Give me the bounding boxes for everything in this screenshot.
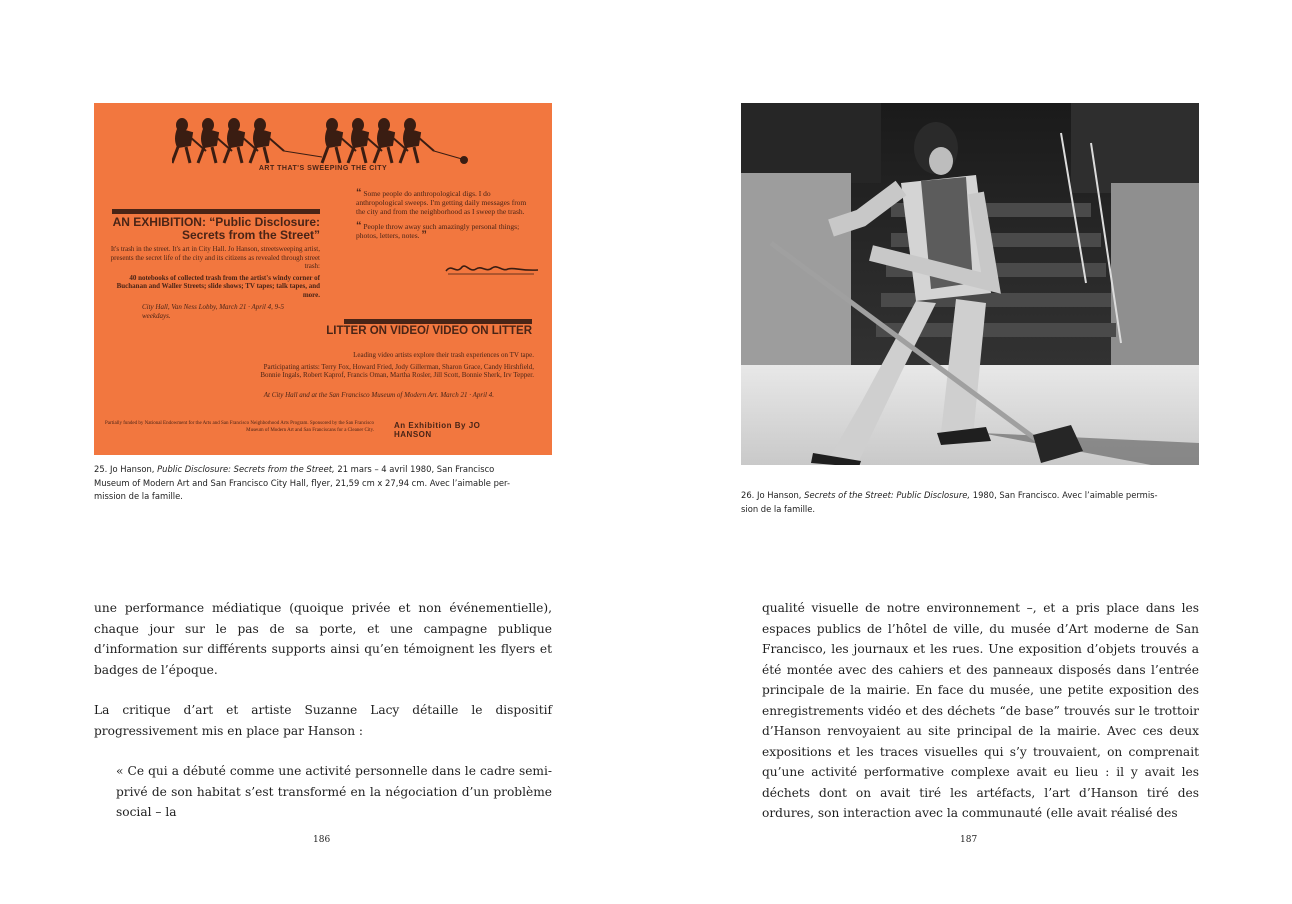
exhibition-body — [108, 245, 320, 302]
caption-details: 21 mars – 4 avril 1980, San Francisco — [337, 464, 495, 474]
divider-bar — [344, 319, 532, 324]
left-body-text — [94, 598, 552, 823]
paragraph: une performance médiatique (quoique privée et non événementielle), chaque jour sur le pas de sa porte, et une campagne publique d’information sur différents supports ainsi qu’en témoignent les flyers et badges de l’époque. — [94, 601, 552, 677]
caption-author: Jo Hanson, — [110, 464, 155, 474]
caption-details: Museum of Modern Art and San Francisco City Hall, flyer, 21,59 cm x 27,94 cm. Avec l’aimable per- — [94, 477, 510, 488]
figure-25-caption — [94, 463, 554, 504]
caption-details: sion de la famille. — [741, 503, 816, 514]
flyer-byline: An Exhibition By JO HANSON — [394, 421, 481, 439]
caption-author: Jo Hanson, — [757, 490, 802, 500]
block-quote: « Ce qui a débuté comme une activité personnelle dans le cadre semi-privé de son habitat s’est transformé en la négociation d’un problème social – la — [116, 764, 552, 819]
paragraph: qualité visuelle de notre environnement –, et a pris place dans les espaces publics de l’hôtel de ville, du musée d’Art moderne de San Francisco, les journaux et les rues. Une exposition d’objets trouvés a été montée avec des cahiers et des panneaux disposés dans l’entrée principale de la mairie. En face du musée, une petite exposition des enregistrements vidéo et des déchets “de base” trouvés sur le trottoir d’Hanson renvoyaient au site principal de la mairie. Avec ces deux expositions et les traces visuelles qui s’y trouvaient, on comprenait qu’une activité performative complexe avait eu lieu : il y avait les déchets dont on avait tiré les artéfacts, l’art d’Hanson tiré des ordures, son interaction avec la communauté (elle avait réalisé des — [762, 601, 1199, 820]
exhibition-detail: 40 notebooks of collected trash from the artist's windy corner of Buchanan and Waller Streets; slide shows; TV tapes; talk tapes, and more. — [116, 273, 320, 299]
flyer-quotes — [356, 189, 536, 246]
figure-26-photo — [741, 103, 1199, 465]
litter-venue: At City Hall and at the San Francisco Museum of Modern Art. March 21 · April 4. — [263, 391, 494, 399]
figure-26-caption — [741, 489, 1201, 516]
litter-body — [244, 351, 534, 383]
open-quote-mark: “ — [356, 187, 362, 199]
caption-number: 25. — [94, 464, 108, 474]
caption-details: 1980, San Francisco. Avec l’aimable permis- — [972, 490, 1158, 500]
flyer-funding-note: Partially funded by National Endowment for the Arts and San Francisco Neighborhood Arts Program. Sponsored by the San Francisco Museum of Modern Art and San Franciscans for a Cleaner City. — [105, 421, 374, 433]
litter-intro: Leading video artists explore their trash experiences on TV tape. — [353, 351, 534, 359]
right-body-text — [762, 598, 1199, 824]
page-number: 187 — [960, 835, 978, 845]
sweepers-illustration — [172, 111, 472, 171]
divider-bar — [112, 209, 320, 214]
paragraph: La critique d’art et artiste Suzanne Lacy détaille le dispositif progressivement mis en place par Hanson : — [94, 703, 552, 738]
exhibition-venue: City Hall, Van Ness Lobby, March 21 · April 4, 9-5 weekdays. — [142, 303, 284, 320]
caption-details: mission de la famille. — [94, 491, 183, 501]
page-number: 186 — [313, 835, 331, 845]
litter-heading: LITTER ON VIDEO/ VIDEO ON LITTER — [326, 325, 532, 337]
exhibition-heading: AN EXHIBITION: “Public Disclosure: Secrets from the Street” — [112, 215, 320, 242]
close-quote-mark: ” — [421, 229, 427, 241]
open-quote-mark: “ — [356, 220, 362, 232]
figure-25-flyer — [94, 103, 552, 455]
flyer-tagline: ART THAT'S SWEEPING THE CITY — [258, 165, 388, 172]
caption-number: 26. — [741, 490, 755, 500]
right-page — [646, 0, 1292, 904]
caption-title: Secrets of the Street: Public Disclosure, — [804, 490, 971, 500]
exhibition-intro: It's trash in the street. It's art in City Hall. Jo Hanson, streetsweeping artist, presents the secret life of the city and its citizens as revealed through street trash: — [110, 245, 320, 270]
caption-title: Public Disclosure: Secrets from the Street, — [157, 464, 335, 474]
flyer-quote-1: Some people do anthropological digs. I do anthropological sweeps. I'm getting daily messages from the city and from the neighborhood as I sweep the trash. — [356, 189, 527, 216]
signature-image — [444, 259, 540, 279]
flyer-quote-2: People throw away such amazingly personal things; photos, letters, notes. — [356, 222, 520, 240]
litter-artists: Participating artists: Terry Fox, Howard Fried, Jody Gillerman, Sharon Grace, Candy Hirshfield, Bonnie Ingals, Robert Kaprof, Francis Oman, Martha Rosler, Jill Scott, Bonnie Sherk, Irv Tepper. — [260, 362, 534, 379]
